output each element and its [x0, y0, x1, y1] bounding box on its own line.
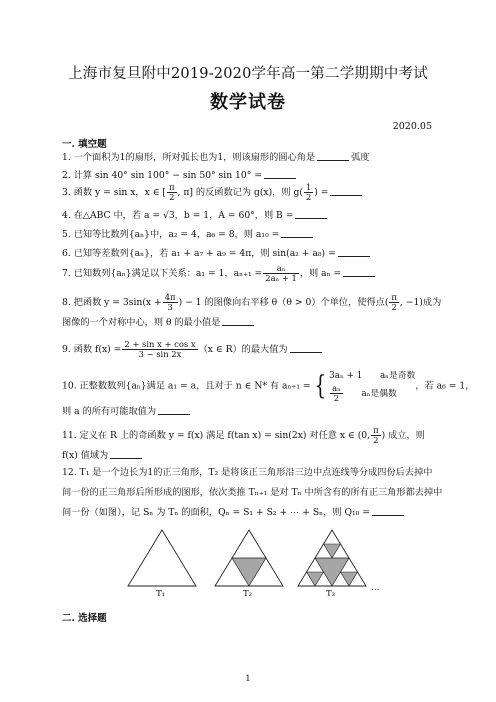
question-text: 计算 sin 40° sin 100° − sin 50° sin 10° =	[73, 170, 262, 181]
numerator: 2 + sin x + cos x	[124, 339, 196, 349]
question-2	[62, 168, 440, 183]
fraction	[167, 183, 177, 202]
question-number: 9.	[62, 344, 71, 355]
numerator: 4π	[164, 292, 176, 302]
figure-label-t1: T₁	[156, 589, 166, 599]
question-text: 图像的一个对称中心，则 θ 的最小值是	[62, 317, 221, 328]
triangle-t1-outline	[128, 530, 196, 586]
question-text: 已知数列{aₙ}满足以下关系：a₁ = 1，aₙ₊₁ =	[73, 268, 263, 279]
piecewise-cases	[329, 369, 415, 403]
question-4	[62, 208, 440, 223]
question-8-line-2	[62, 315, 440, 330]
question-text: , −1)成为	[399, 297, 442, 308]
question-11-line-2	[62, 448, 440, 463]
answer-blank	[264, 168, 296, 179]
answer-blank	[338, 246, 370, 257]
answer-blank	[330, 185, 362, 196]
triangle-t3	[298, 530, 366, 586]
exam-date: 2020.05	[392, 121, 432, 132]
fraction	[304, 183, 313, 202]
question-text: 正整数数列{aₙ}满足 a₁ = a，且对于 n ∈ N* 有 aₙ₊₁ =	[79, 380, 311, 392]
question-text: 函数 f(x) =	[73, 344, 122, 355]
denominator: 2	[391, 302, 397, 312]
question-10	[62, 369, 475, 403]
case-even	[329, 384, 415, 403]
answer-blank	[158, 404, 190, 415]
answer-blank	[295, 208, 327, 219]
question-number: 6.	[62, 248, 71, 259]
figure-label-t2: T₂	[243, 589, 253, 599]
answer-blank	[343, 266, 375, 277]
answer-blank	[281, 227, 313, 238]
question-text: ，若 a₆ = 1，	[415, 380, 475, 392]
question-7	[62, 264, 440, 283]
numerator: 1	[305, 182, 312, 192]
question-number: 2.	[62, 170, 71, 181]
question-12-line-3	[62, 505, 440, 520]
triangle-t2	[215, 530, 283, 586]
question-text: ) − 1 的图像向右平移 θ（θ > 0）个单位，使得点(	[178, 297, 389, 308]
question-3	[62, 183, 440, 202]
section-fill-blank: 一. 填空题	[62, 139, 107, 150]
question-number: 10.	[62, 380, 77, 392]
question-number: 12.	[62, 467, 77, 478]
denominator: 2aₙ + 1	[265, 273, 297, 283]
question-text: 在△ABC 中，若 a = √3，b = 1，A = 60°，则 B =	[73, 210, 294, 221]
denominator: 2	[373, 435, 379, 445]
fraction	[371, 426, 381, 445]
question-6	[62, 246, 440, 261]
figure-ellipsis: …	[371, 583, 380, 593]
denominator: 3 − sin 2x	[138, 349, 182, 359]
case-odd: 3aₙ + 1 aₙ是奇数	[329, 371, 416, 381]
question-text: ) 成立，则	[381, 430, 425, 441]
left-brace: {	[314, 371, 326, 401]
denominator: 3	[167, 302, 173, 312]
question-number: 3.	[62, 187, 71, 198]
question-text: T₁ 是一个边长为1的正三角形，T₂ 是将该正三角形沿三边中点连线等分成四份后去掉中	[79, 467, 433, 478]
question-number: 1.	[62, 152, 71, 163]
question-9	[62, 340, 440, 359]
question-8	[62, 293, 440, 312]
fraction	[389, 293, 399, 312]
fraction	[263, 264, 299, 283]
fraction	[122, 340, 197, 359]
denominator: 2	[169, 192, 175, 202]
denominator: 2	[333, 393, 340, 403]
exam-title: 上海市复旦附中2019-2020学年高一第二学期期中考试	[68, 66, 428, 82]
question-text: 间一份的正三角形后所形成的图形，依次类推 Tₙ₊₁ 是对 Tₙ 中所含有的所有正三角形都去掉中	[62, 487, 443, 498]
answer-blank	[110, 448, 142, 459]
question-5	[62, 227, 440, 242]
numerator: π	[373, 425, 379, 435]
sierpinski-figure	[0, 528, 496, 588]
question-text: 则 a 的所有可能取值为	[62, 406, 157, 417]
question-text: ，则 aₙ =	[299, 268, 342, 279]
answer-blank	[290, 342, 322, 353]
question-text: 已知等差数列{aₙ}，若 a₁ + a₇ + a₉ = 4π，则 sin(a₂ + a₈) =	[73, 248, 336, 259]
numerator: π	[391, 292, 397, 302]
figure-label-t3: T₃	[326, 589, 336, 599]
question-10-line-2	[62, 404, 440, 419]
question-number: 5.	[62, 229, 71, 240]
answer-blank	[222, 315, 254, 326]
question-text: 已知等比数列{aₙ}中，a₂ = 4，a₆ = 8，则 a₁₀ =	[73, 229, 280, 240]
triangle-t1	[128, 530, 196, 586]
question-text: f(x) 值域为	[62, 450, 109, 461]
numerator: π	[169, 182, 175, 192]
numerator: aₙ	[332, 383, 341, 393]
question-text: , π] 的反函数记为 g(x)，则 g(	[177, 187, 303, 198]
question-12	[62, 466, 440, 480]
question-11	[62, 426, 440, 445]
question-number: 8.	[62, 297, 71, 308]
question-number: 4.	[62, 210, 71, 221]
question-text: 定义在 R 上的奇函数 y = f(x) 满足 f(tan x) = sin(2x) 对任意 x ∈ (0,	[79, 430, 371, 441]
answer-blank	[317, 150, 349, 161]
question-text: 函数 y = sin x，x ∈ [	[73, 187, 166, 198]
denominator: 2	[305, 192, 312, 202]
question-number: 11.	[62, 430, 77, 441]
answer-blank	[372, 505, 404, 516]
question-1	[62, 150, 440, 165]
case-even-text: aₙ是偶数	[361, 389, 397, 399]
question-text-tail: 弧度	[351, 152, 370, 163]
fraction	[163, 293, 178, 312]
question-number: 7.	[62, 268, 71, 279]
question-text: （x ∈ R）的最大值为	[198, 344, 288, 355]
question-12-line-2	[62, 486, 443, 500]
page-number: 1	[245, 674, 251, 684]
exam-subtitle: 数学试卷	[210, 92, 286, 113]
question-text: 间一份（如图），记 Sₙ 为 Tₙ 的面积，Qₙ = S₁ + S₂ + ⋯ + Sₙ，则 Q₁₀ =	[62, 507, 370, 518]
section-multiple-choice: 二. 选择题	[62, 613, 107, 624]
numerator: aₙ	[263, 264, 299, 274]
question-text: 把函数 y = 3sin(x +	[73, 297, 162, 308]
fraction	[330, 384, 343, 403]
question-text: ) =	[314, 187, 329, 198]
question-text: 一个面积为1的扇形，所对弧长也为1，则该扇形的圆心角是	[73, 152, 316, 163]
